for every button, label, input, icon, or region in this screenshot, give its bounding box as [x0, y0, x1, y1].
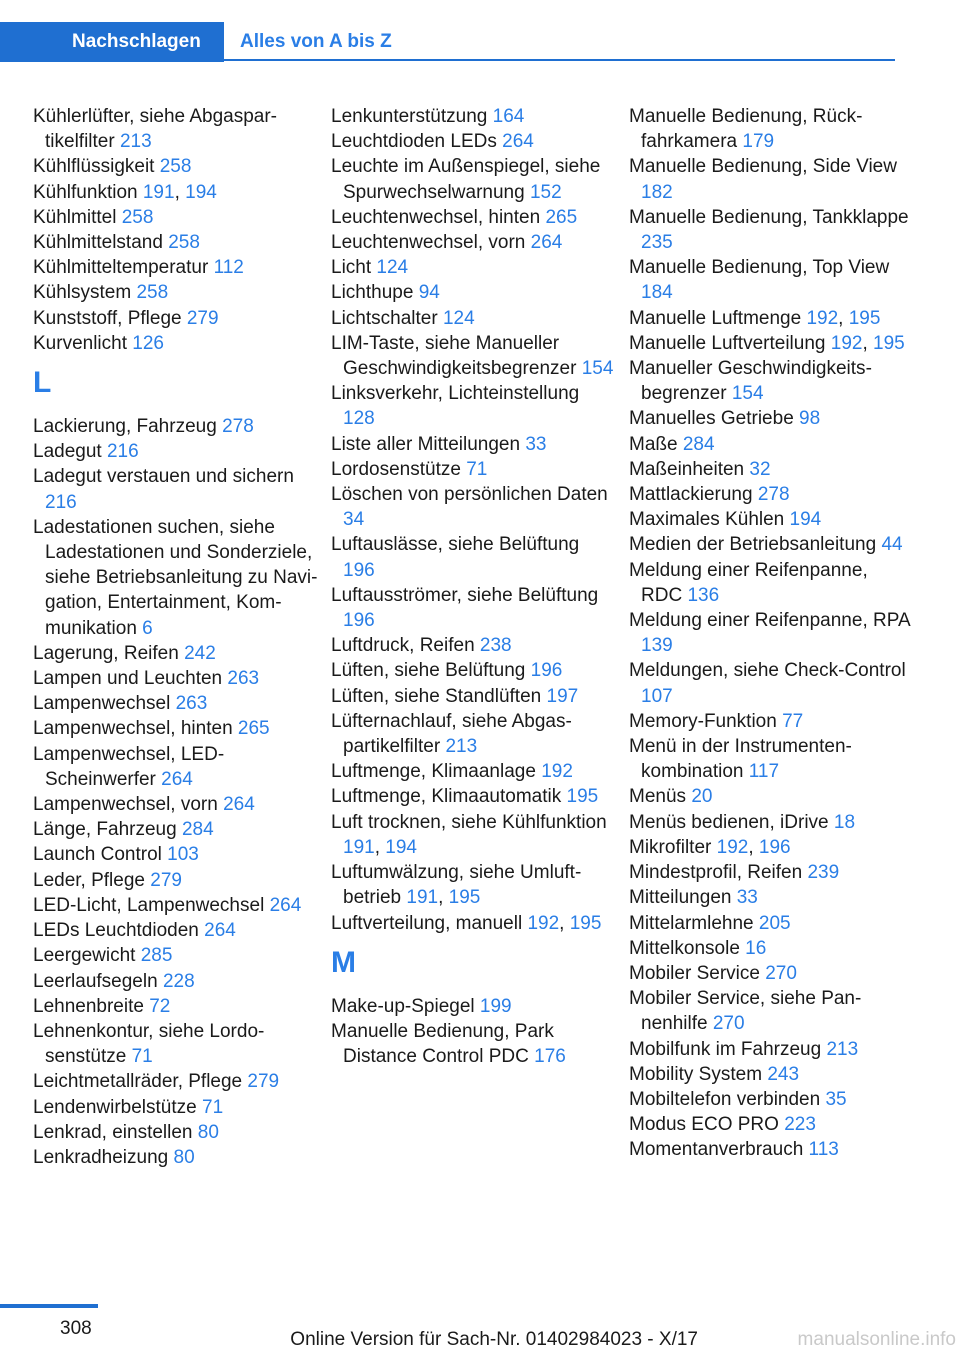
page-reference-link[interactable]: 194: [185, 181, 217, 203]
index-entry-term: Mattlackierung: [629, 484, 753, 506]
page-reference-link[interactable]: 258: [121, 206, 154, 228]
page-reference-link[interactable]: 213: [826, 1038, 859, 1060]
index-entry: [629, 205, 914, 255]
index-entry: Luftumwälzung, siehe Umluftbetrieb 191, 195: [331, 862, 582, 909]
index-entry: [331, 532, 616, 582]
index-entry-term: Maßeinheiten: [629, 458, 745, 480]
index-entry-term: Leuchtenwechsel, vorn: [331, 232, 526, 254]
index-entry: [33, 742, 318, 792]
page-reference-link[interactable]: 196: [758, 836, 791, 858]
header-rule: [224, 59, 895, 61]
index-entry-term: Ladegut verstauen und sichern: [33, 466, 294, 488]
index-entry: [331, 230, 616, 255]
index-entry-term: Manuelle Bedienung, Tankklappe: [629, 206, 909, 228]
index-entry: [331, 432, 616, 457]
index-entry-term: Manuelle Bedienung, Top View: [629, 257, 890, 279]
page-reference-link[interactable]: 184: [641, 282, 673, 304]
page-reference-link[interactable]: 285: [140, 945, 173, 967]
index-entry-term: Länge, Fahrzeug: [33, 819, 177, 841]
index-entry-term: Momentanverbrauch: [629, 1139, 804, 1161]
index-column-2: [331, 104, 616, 1069]
index-entry: [33, 969, 318, 994]
index-entry-term: Ladegut: [33, 441, 102, 463]
index-entry: [629, 255, 914, 305]
index-entry-term: Maximales Kühlen: [629, 509, 785, 531]
index-entry-term: Maße: [629, 433, 678, 455]
index-entry: [33, 943, 318, 968]
page-reference-link[interactable]: 191: [406, 887, 439, 909]
index-entry: [331, 457, 616, 482]
page-reference-link[interactable]: 35: [825, 1088, 847, 1110]
index-entry-term: Leder, Pflege: [33, 869, 145, 891]
page-reference-link[interactable]: 270: [765, 962, 797, 984]
index-entry-term: Lampenwechsel, hinten: [33, 718, 233, 740]
page-reference-link[interactable]: 196: [343, 559, 375, 581]
index-entry-term: Mitteilungen: [629, 887, 732, 909]
index-entry-term: Lampenwechsel, LED-Scheinwerfer: [33, 743, 225, 790]
page-reference-link[interactable]: 228: [162, 970, 195, 992]
index-letter-heading: L: [33, 366, 52, 400]
page-reference-link[interactable]: 128: [343, 408, 375, 430]
index-entry-term: Mikrofilter: [629, 836, 712, 858]
page-reference-link[interactable]: 20: [691, 786, 713, 808]
page-reference-link[interactable]: 107: [641, 685, 673, 707]
index-entry: [331, 1019, 616, 1069]
page-reference-link[interactable]: 126: [132, 332, 164, 354]
page-reference-link[interactable]: 18: [833, 811, 856, 833]
index-entry-term: Manuelle Bedienung, Rückfahrkamera: [629, 106, 863, 153]
index-entry: [331, 280, 616, 305]
index-entry-term: Mindestprofil, Reifen: [629, 862, 803, 884]
index-entry-term: Löschen von persönlichen Daten: [331, 484, 608, 506]
index-entry: [33, 691, 318, 716]
index-entry: [629, 558, 914, 608]
index-entry: [33, 331, 318, 356]
page-reference-link[interactable]: 213: [445, 736, 478, 758]
index-entry: [33, 439, 318, 464]
index-entry-term: Lampenwechsel: [33, 693, 171, 715]
index-entry-term: Leichtmetallräder, Pflege: [33, 1071, 243, 1093]
index-entry: [331, 104, 616, 129]
index-entry-term: Liste aller Mitteilungen: [331, 433, 521, 455]
index-entry-term: Luftmenge, Klimaautomatik: [331, 786, 562, 808]
section-tab-nachschlagen[interactable]: Nachschlagen: [0, 22, 224, 62]
page-reference-link[interactable]: 80: [173, 1146, 195, 1168]
index-entry: [629, 1137, 914, 1162]
page-reference-link[interactable]: 216: [106, 441, 139, 463]
index-entry-term: Lendenwirbelstütze: [33, 1096, 197, 1118]
index-entry-term: Lüfternachlauf, siehe Abgaspartikelfilter: [331, 710, 572, 758]
index-entry-term: Mobiler Service: [629, 962, 760, 984]
index-column-3: [629, 104, 914, 1163]
page-reference-link[interactable]: 264: [204, 920, 236, 942]
index-entry-term: Lenkradheizung: [33, 1146, 169, 1168]
index-entry-term: Linksverkehr, Lichteinstellung: [331, 383, 580, 405]
index-entry-term: Lagerung, Reifen: [33, 642, 179, 664]
index-entry: [629, 709, 914, 734]
index-entry-term: Menü in der Instrumentenkombination: [629, 736, 852, 783]
index-entry: [629, 482, 914, 507]
page-reference-link[interactable]: 284: [181, 819, 214, 841]
index-entry: [629, 406, 914, 431]
index-entry: [331, 994, 616, 1019]
index-entry-term: Kunststoff, Pflege: [33, 307, 182, 329]
index-entry: [33, 868, 318, 893]
index-entry-term: Lüften, siehe Belüftung: [331, 660, 526, 682]
page-reference-link[interactable]: 71: [131, 1046, 153, 1068]
page-reference-link[interactable]: 242: [184, 642, 216, 664]
index-entry-term: Lenkrad, einstellen: [33, 1121, 193, 1143]
index-entry: [33, 666, 318, 691]
index-entry: [33, 515, 318, 641]
index-entry-term: Manuelle Luftmenge: [629, 307, 802, 329]
page-reference-link[interactable]: 238: [479, 635, 512, 657]
index-entry-term: Modus ECO PRO: [629, 1114, 779, 1136]
page-reference-link[interactable]: 284: [682, 433, 715, 455]
index-entry: [629, 532, 914, 557]
index-entry: Luftverteilung, manuell 192, 195: [331, 912, 602, 934]
index-entry: [33, 205, 318, 230]
index-entry-term: Luftmenge, Klimaanlage: [331, 761, 536, 783]
index-entry-term: Manuelle Luftverteilung: [629, 332, 826, 354]
index-entry-term: Manuelle Bedienung, Park Distance Control PDC: [331, 1020, 554, 1068]
index-entry: [33, 893, 318, 918]
page-reference-link[interactable]: 34: [343, 509, 365, 531]
index-entry: [331, 633, 616, 658]
index-entry-term: Kühlmittelstand: [33, 232, 163, 254]
index-entry: [33, 154, 318, 179]
index-entry: [331, 784, 616, 809]
index-entry-term: Leuchtdioden LEDs: [331, 131, 497, 153]
index-entry: [331, 658, 616, 683]
index-entry-term: Kühlerlüfter, siehe Abgaspartikelfilter: [33, 106, 277, 153]
index-entry: [331, 205, 616, 230]
page-reference-link[interactable]: 191: [343, 836, 375, 858]
index-entry-term: Lichtschalter: [331, 307, 438, 329]
page-reference-link[interactable]: 279: [247, 1071, 280, 1093]
index-entry: [629, 457, 914, 482]
index-entry: [629, 104, 914, 154]
index-entry-term: Luftausströmer, siehe Belüftung: [331, 584, 599, 606]
index-entry-term: Leergewicht: [33, 945, 136, 967]
index-entry-term: Ladestationen suchen, siehe Ladestationen und Sonderziele, siehe Betriebsanleitung zu Navigation, Entertainment, Kommunikation: [33, 516, 318, 639]
index-entry-term: Mittelarmlehne: [629, 912, 754, 934]
page-reference-link[interactable]: 270: [712, 1013, 745, 1035]
index-entry-term: Kühlfunktion: [33, 181, 138, 203]
index-entry-term: Lampen und Leuchten: [33, 668, 223, 690]
page-reference-link[interactable]: 194: [789, 509, 822, 531]
index-entry: [331, 583, 616, 633]
page-reference-link[interactable]: 6: [142, 617, 153, 639]
page-reference-link[interactable]: 77: [782, 710, 804, 732]
index-entry-term: Kühlmittel: [33, 206, 117, 228]
index-entry-term: Lehnenkontur, siehe Lordosenstütze: [33, 1020, 265, 1068]
page-reference-link[interactable]: 179: [742, 131, 775, 153]
index-entry: [629, 810, 914, 835]
index-entry: [629, 961, 914, 986]
page-reference-link[interactable]: 196: [530, 660, 563, 682]
index-entry: [331, 154, 616, 204]
page-reference-link[interactable]: 239: [807, 862, 840, 884]
index-entry: [331, 129, 616, 154]
index-entry-term: Leuchte im Außenspiegel, siehe Spurwechselwarnung: [331, 156, 601, 203]
page-reference-link[interactable]: 192: [527, 912, 560, 934]
index-entry-term: Menüs bedienen, iDrive: [629, 811, 829, 833]
page-reference-link[interactable]: 205: [758, 912, 791, 934]
index-entry-term: Luftverteilung, manuell: [331, 912, 523, 934]
page-reference-link[interactable]: 264: [502, 131, 534, 153]
index-entry: [33, 230, 318, 255]
page-reference-link[interactable]: 164: [492, 106, 525, 127]
page-reference-link[interactable]: 139: [641, 635, 673, 657]
page-reference-link[interactable]: 192: [830, 332, 863, 354]
page-reference-link[interactable]: 197: [546, 685, 579, 707]
index-entry: [629, 356, 914, 406]
page-reference-link[interactable]: 278: [222, 416, 254, 438]
page-reference-link[interactable]: 258: [159, 156, 192, 178]
page-reference-link[interactable]: 195: [569, 912, 602, 934]
index-entry-term: Mittelkonsole: [629, 937, 740, 959]
index-column-1: [33, 104, 318, 1170]
page-reference-link[interactable]: 71: [202, 1096, 224, 1118]
index-entry: [33, 1095, 318, 1120]
index-entry: [331, 381, 616, 431]
index-entry: [33, 817, 318, 842]
index-entry-term: Kühlflüssigkeit: [33, 156, 155, 178]
index-entry: [33, 104, 318, 154]
page-header: [0, 22, 895, 62]
footer-bar: [0, 1304, 98, 1308]
index-entry: [629, 658, 914, 708]
page-reference-link[interactable]: 216: [45, 491, 77, 513]
page-reference-link[interactable]: 265: [545, 206, 578, 228]
page-reference-link[interactable]: 71: [466, 458, 488, 480]
index-entry-term: Medien der Betriebsanleitung: [629, 534, 877, 556]
page-reference-link[interactable]: 195: [873, 332, 905, 354]
page-reference-link[interactable]: 124: [442, 307, 475, 329]
index-entry: [629, 1112, 914, 1137]
page-reference-link[interactable]: 124: [376, 257, 409, 279]
page-reference-link[interactable]: 258: [168, 232, 200, 254]
page-number: 308: [60, 1318, 92, 1339]
index-entry-term: Mobilfunk im Fahrzeug: [629, 1038, 822, 1060]
index-entry: [33, 464, 318, 514]
page-reference-link[interactable]: 192: [716, 836, 749, 858]
index-entry-term: Kühlmitteltemperatur: [33, 257, 209, 279]
index-entry: [629, 1062, 914, 1087]
index-entry-term: Meldung einer Reifenpanne, RDC: [629, 559, 868, 606]
index-entry-term: Lehnenbreite: [33, 995, 144, 1017]
index-entry: [331, 684, 616, 709]
page-reference-link[interactable]: 154: [581, 358, 614, 380]
page-reference-link[interactable]: 117: [748, 761, 780, 783]
index-entry-term: Luftauslässe, siehe Belüftung: [331, 534, 580, 556]
page-reference-link[interactable]: 176: [534, 1046, 566, 1068]
page-reference-link[interactable]: 264: [161, 768, 193, 790]
index-letter-heading: M: [331, 945, 356, 979]
page-reference-link[interactable]: 194: [385, 836, 417, 858]
page-reference-link[interactable]: 279: [150, 869, 182, 891]
index-entry-term: Menüs: [629, 786, 687, 808]
page-reference-link[interactable]: 279: [186, 307, 219, 329]
page-reference-link[interactable]: 278: [757, 484, 790, 506]
index-entry-term: LED-Licht, Lampenwechsel: [33, 894, 265, 916]
index-entry-term: Kurvenlicht: [33, 332, 127, 354]
page-reference-link[interactable]: 191: [142, 181, 175, 203]
index-entry-term: Lackierung, Fahrzeug: [33, 416, 217, 438]
index-entry: [629, 432, 914, 457]
index-entry: Kühlfunktion 191, 194: [33, 181, 217, 203]
index-entry-term: Lenkunterstützung: [331, 106, 488, 127]
index-entry: [629, 885, 914, 910]
page-reference-link[interactable]: 32: [749, 458, 771, 480]
index-entry-term: Kühlsystem: [33, 282, 132, 304]
page-reference-link[interactable]: 33: [525, 433, 547, 455]
page-reference-link[interactable]: 264: [223, 794, 255, 816]
page-reference-link[interactable]: 264: [269, 894, 302, 916]
section-tab-alles-von-a-bis-z[interactable]: Alles von A bis Z: [240, 31, 392, 52]
page-reference-link[interactable]: 263: [175, 693, 208, 715]
page-reference-link[interactable]: 112: [213, 257, 244, 279]
index-entry-term: Luftdruck, Reifen: [331, 635, 475, 657]
page-reference-link[interactable]: 103: [167, 844, 199, 866]
index-entry: Mikrofilter 192, 196: [629, 836, 791, 858]
index-entry: [629, 734, 914, 784]
index-entry: [33, 1019, 318, 1069]
index-entry: [33, 842, 318, 867]
index-entry-term: Memory-Funktion: [629, 710, 777, 732]
index-entry-term: Luft trocknen, siehe Kühlfunktion: [331, 811, 607, 833]
index-entry: [33, 994, 318, 1019]
index-entry: [629, 608, 914, 658]
page-reference-link[interactable]: 196: [343, 610, 375, 632]
index-entry: [33, 918, 318, 943]
index-entry: [33, 641, 318, 666]
index-entry: [33, 1145, 318, 1170]
index-entry: Manuelle Luftverteilung 192, 195: [629, 332, 905, 354]
page-reference-link[interactable]: 33: [736, 887, 758, 909]
index-entry: [331, 482, 616, 532]
index-entry: [33, 716, 318, 741]
index-entry: [331, 255, 616, 280]
index-entry-term: Lordosenstütze: [331, 458, 461, 480]
index-entry: [629, 1037, 914, 1062]
index-entry: [629, 507, 914, 532]
page-reference-link[interactable]: 258: [136, 282, 169, 304]
index-entry-term: Manueller Geschwindigkeitsbegrenzer: [629, 358, 872, 405]
page-reference-link[interactable]: 98: [799, 408, 821, 430]
index-entry: [629, 986, 914, 1036]
index-entry-term: Manuelles Getriebe: [629, 408, 794, 430]
page-reference-link[interactable]: 263: [227, 668, 260, 690]
index-entry-term: Lüften, siehe Standlüften: [331, 685, 542, 707]
index-entry-term: Licht: [331, 257, 372, 279]
index-entry: [33, 792, 318, 817]
index-entry: [629, 911, 914, 936]
index-entry-term: Lampenwechsel, vorn: [33, 794, 218, 816]
index-entry-term: Launch Control: [33, 844, 162, 866]
page-reference-link[interactable]: 243: [767, 1063, 800, 1085]
index-entry: [33, 1120, 318, 1145]
page-reference-link[interactable]: 192: [541, 761, 573, 783]
index-entry-term: Luftumwälzung, siehe Umluftbetrieb: [331, 862, 582, 909]
index-entry: [331, 331, 616, 381]
index-entry: [33, 280, 318, 305]
index-entry: [331, 709, 616, 759]
page-reference-link[interactable]: 264: [530, 232, 563, 254]
page-reference-link[interactable]: 195: [848, 307, 881, 329]
index-entry: [33, 1069, 318, 1094]
page-reference-link[interactable]: 136: [687, 584, 720, 606]
page-reference-link[interactable]: 152: [529, 181, 562, 203]
index-entry: [629, 860, 914, 885]
page-reference-link[interactable]: 199: [479, 995, 512, 1017]
index-entry-term: Manuelle Bedienung, Side View: [629, 156, 897, 178]
index-entry: [629, 936, 914, 961]
index-entry-term: Make-up-Spiegel: [331, 995, 475, 1017]
online-version-note: Online Version für Sach-Nr. 01402984023 - X/17: [290, 1329, 698, 1350]
index-entry: [33, 414, 318, 439]
index-entry: Manuelle Luftmenge 192, 195: [629, 307, 881, 329]
watermark: manualsonline.info: [797, 1329, 956, 1350]
index-entry: [33, 306, 318, 331]
index-entry-term: LIM-Taste, siehe Manueller Geschwindigkeitsbegrenzer: [331, 332, 577, 380]
index-entry: [331, 306, 616, 331]
page-reference-link[interactable]: 16: [745, 937, 767, 959]
page-reference-link[interactable]: 80: [197, 1121, 219, 1143]
index-entry: [629, 1087, 914, 1112]
index-entry: Luft trocknen, siehe Kühlfunktion 191, 194: [331, 811, 607, 858]
index-entry: [331, 759, 616, 784]
page-reference-link[interactable]: 213: [119, 131, 152, 153]
page-reference-link[interactable]: 94: [418, 282, 440, 304]
index-entry-term: Leuchtenwechsel, hinten: [331, 206, 541, 228]
index-entry-term: Mobiltelefon verbinden: [629, 1088, 821, 1110]
index-entry-term: Mobiler Service, siehe Pannenhilfe: [629, 988, 862, 1035]
page-reference-link[interactable]: 195: [448, 887, 481, 909]
page-reference-link[interactable]: 72: [149, 995, 171, 1017]
index-entry: [629, 154, 914, 204]
page-reference-link[interactable]: 195: [566, 786, 599, 808]
page-reference-link[interactable]: 182: [641, 181, 673, 203]
page-reference-link[interactable]: 154: [731, 383, 764, 405]
page-reference-link[interactable]: 113: [808, 1139, 839, 1161]
index-entry: [33, 255, 318, 280]
page-reference-link[interactable]: 223: [784, 1114, 816, 1136]
page-reference-link[interactable]: 265: [237, 718, 270, 740]
index-entry-term: Mobility System: [629, 1063, 763, 1085]
page-reference-link[interactable]: 44: [881, 534, 903, 556]
index-entry: [629, 784, 914, 809]
page-reference-link[interactable]: 192: [806, 307, 839, 329]
index-entry-term: Meldungen, siehe Check-Control: [629, 660, 906, 682]
index-entry-term: Meldung einer Reifenpanne, RPA: [629, 610, 910, 632]
index-entry-term: LEDs Leuchtdioden: [33, 920, 199, 942]
page-reference-link[interactable]: 235: [641, 232, 673, 254]
index-entry-term: Leerlaufsegeln: [33, 970, 158, 992]
index-entry-term: Lichthupe: [331, 282, 414, 304]
